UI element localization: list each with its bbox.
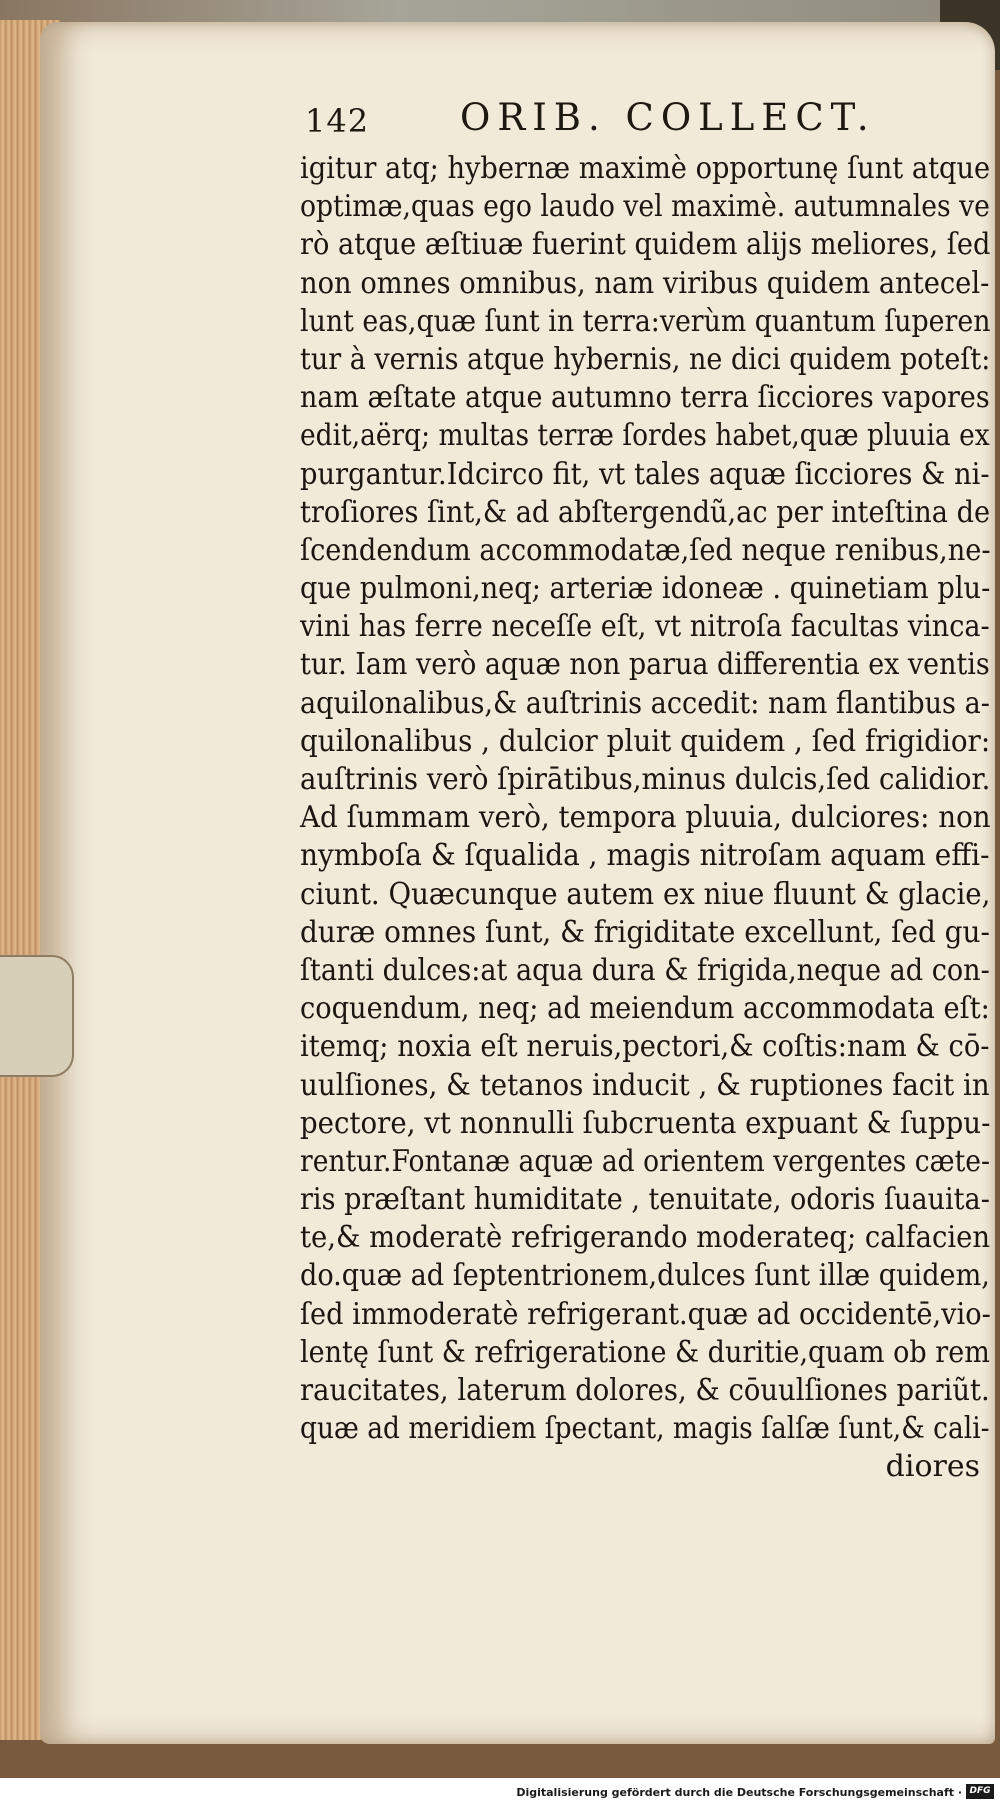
text-line: ris præſtant humiditate , tenuitate, odoris ſuauita- (300, 1182, 990, 1218)
page-number: 142 (305, 102, 370, 140)
running-head: ORIB. COLLECT. (460, 96, 876, 139)
text-line: pectore, vt nonnulli ſubcruenta expuant & ſuppu- (300, 1105, 991, 1141)
text-line: purgantur.Idcirco fit, vt tales aquæ ſicciores & ni- (300, 456, 990, 492)
text-line: troſiores ſint,& ad abſtergendũ,ac per inteſtina de (300, 494, 991, 530)
text-line: uulſiones, & tetanos inducit , & ruptiones facit in (300, 1067, 990, 1103)
text-line: que pulmoni,neq; arteriæ idoneæ . quinetiam plu- (300, 571, 991, 607)
text-line: vini has ferre neceſſe eſt, vt nitroſa facultas vinca- (300, 609, 990, 645)
text-line: rò atque æſtiuæ fuerint quidem alijs meliores, ſed (300, 227, 991, 263)
text-line: coquendum, neq; ad meiendum accommodata eſt: (300, 991, 990, 1027)
text-line: ſcendendum accommodatæ,ſed neque renibus,ne- (300, 532, 991, 568)
text-line: tur à vernis atque hybernis, ne dici quidem poteſt: (300, 341, 991, 377)
text-line: auſtrinis verò ſpirātibus,minus dulcis,ſed calidior. (300, 762, 991, 797)
text-line: itemq; noxia eſt neruis,pectori,& coſtis:nam & cō- (300, 1029, 990, 1065)
text-line: ſed immoderatè refrigerant.quæ ad occidentē,vio- (300, 1296, 991, 1332)
text-line: lunt eas,quæ ſunt in terra:verùm quantum ſuperen (300, 303, 991, 339)
text-line: tur. Iam verò aquæ non parua differentia ex ventis (300, 647, 990, 683)
text-line: aquilonalibus,& auſtrinis accedit: nam flantibus a- (300, 685, 990, 721)
text-line: igitur atq; hybernæ maximè opportunę ſunt atque (300, 151, 991, 186)
text-line: do.quæ ad ſeptentrionem,dulces ſunt illæ quidem, (300, 1258, 990, 1294)
text-line: ſtanti dulces:at aqua dura & frigida,neque ad con- (300, 952, 990, 988)
text-line: lentę ſunt & refrigeratione & duritie,quam ob rem (300, 1334, 990, 1370)
text-line: non omnes omnibus, nam viribus quidem antecel- (300, 265, 990, 301)
text-line: duræ omnes ſunt, & frigiditate excellunt, ſed gu- (300, 914, 990, 950)
dfg-logo: DFG (966, 1784, 994, 1799)
digitization-credit: Digitalisierung gefördert durch die Deutsche Forschungsgemeinschaft · (516, 1786, 962, 1799)
text-line: quæ ad meridiem ſpectant, magis ſalſæ ſunt,& cali- (300, 1411, 990, 1447)
text-line: optimæ,quas ego laudo vel maximè. autumnales ve (300, 189, 990, 225)
text-line: diores (885, 1449, 980, 1485)
text-line: ciunt. Quæcunque autem ex niue fluunt & glacie, (300, 876, 991, 912)
text-line: rentur.Fontanæ aquæ ad orientem vergentes cæte- (300, 1143, 990, 1179)
page-header (305, 92, 905, 152)
book-clasp (0, 955, 74, 1077)
text-line: Ad ſummam verò, tempora pluuia, dulciores: non (300, 800, 991, 836)
text-line: quilonalibus , dulcior pluit quidem , ſed frigidior: (300, 723, 991, 759)
text-line: nymboſa & ſqualida , magis nitroſam aquam effi- (300, 838, 990, 874)
text-line: edit,aërq; multas terræ ſordes habet,quæ pluuia ex (300, 418, 990, 454)
body-text (300, 150, 990, 1487)
text-line: raucitates, laterum dolores, & cōuulſiones pariũt. (300, 1373, 990, 1408)
text-line: te,& moderatè refrigerando moderateq; calfacien (300, 1220, 991, 1256)
text-line: nam æſtate atque autumno terra ſicciores vapores (300, 380, 990, 416)
